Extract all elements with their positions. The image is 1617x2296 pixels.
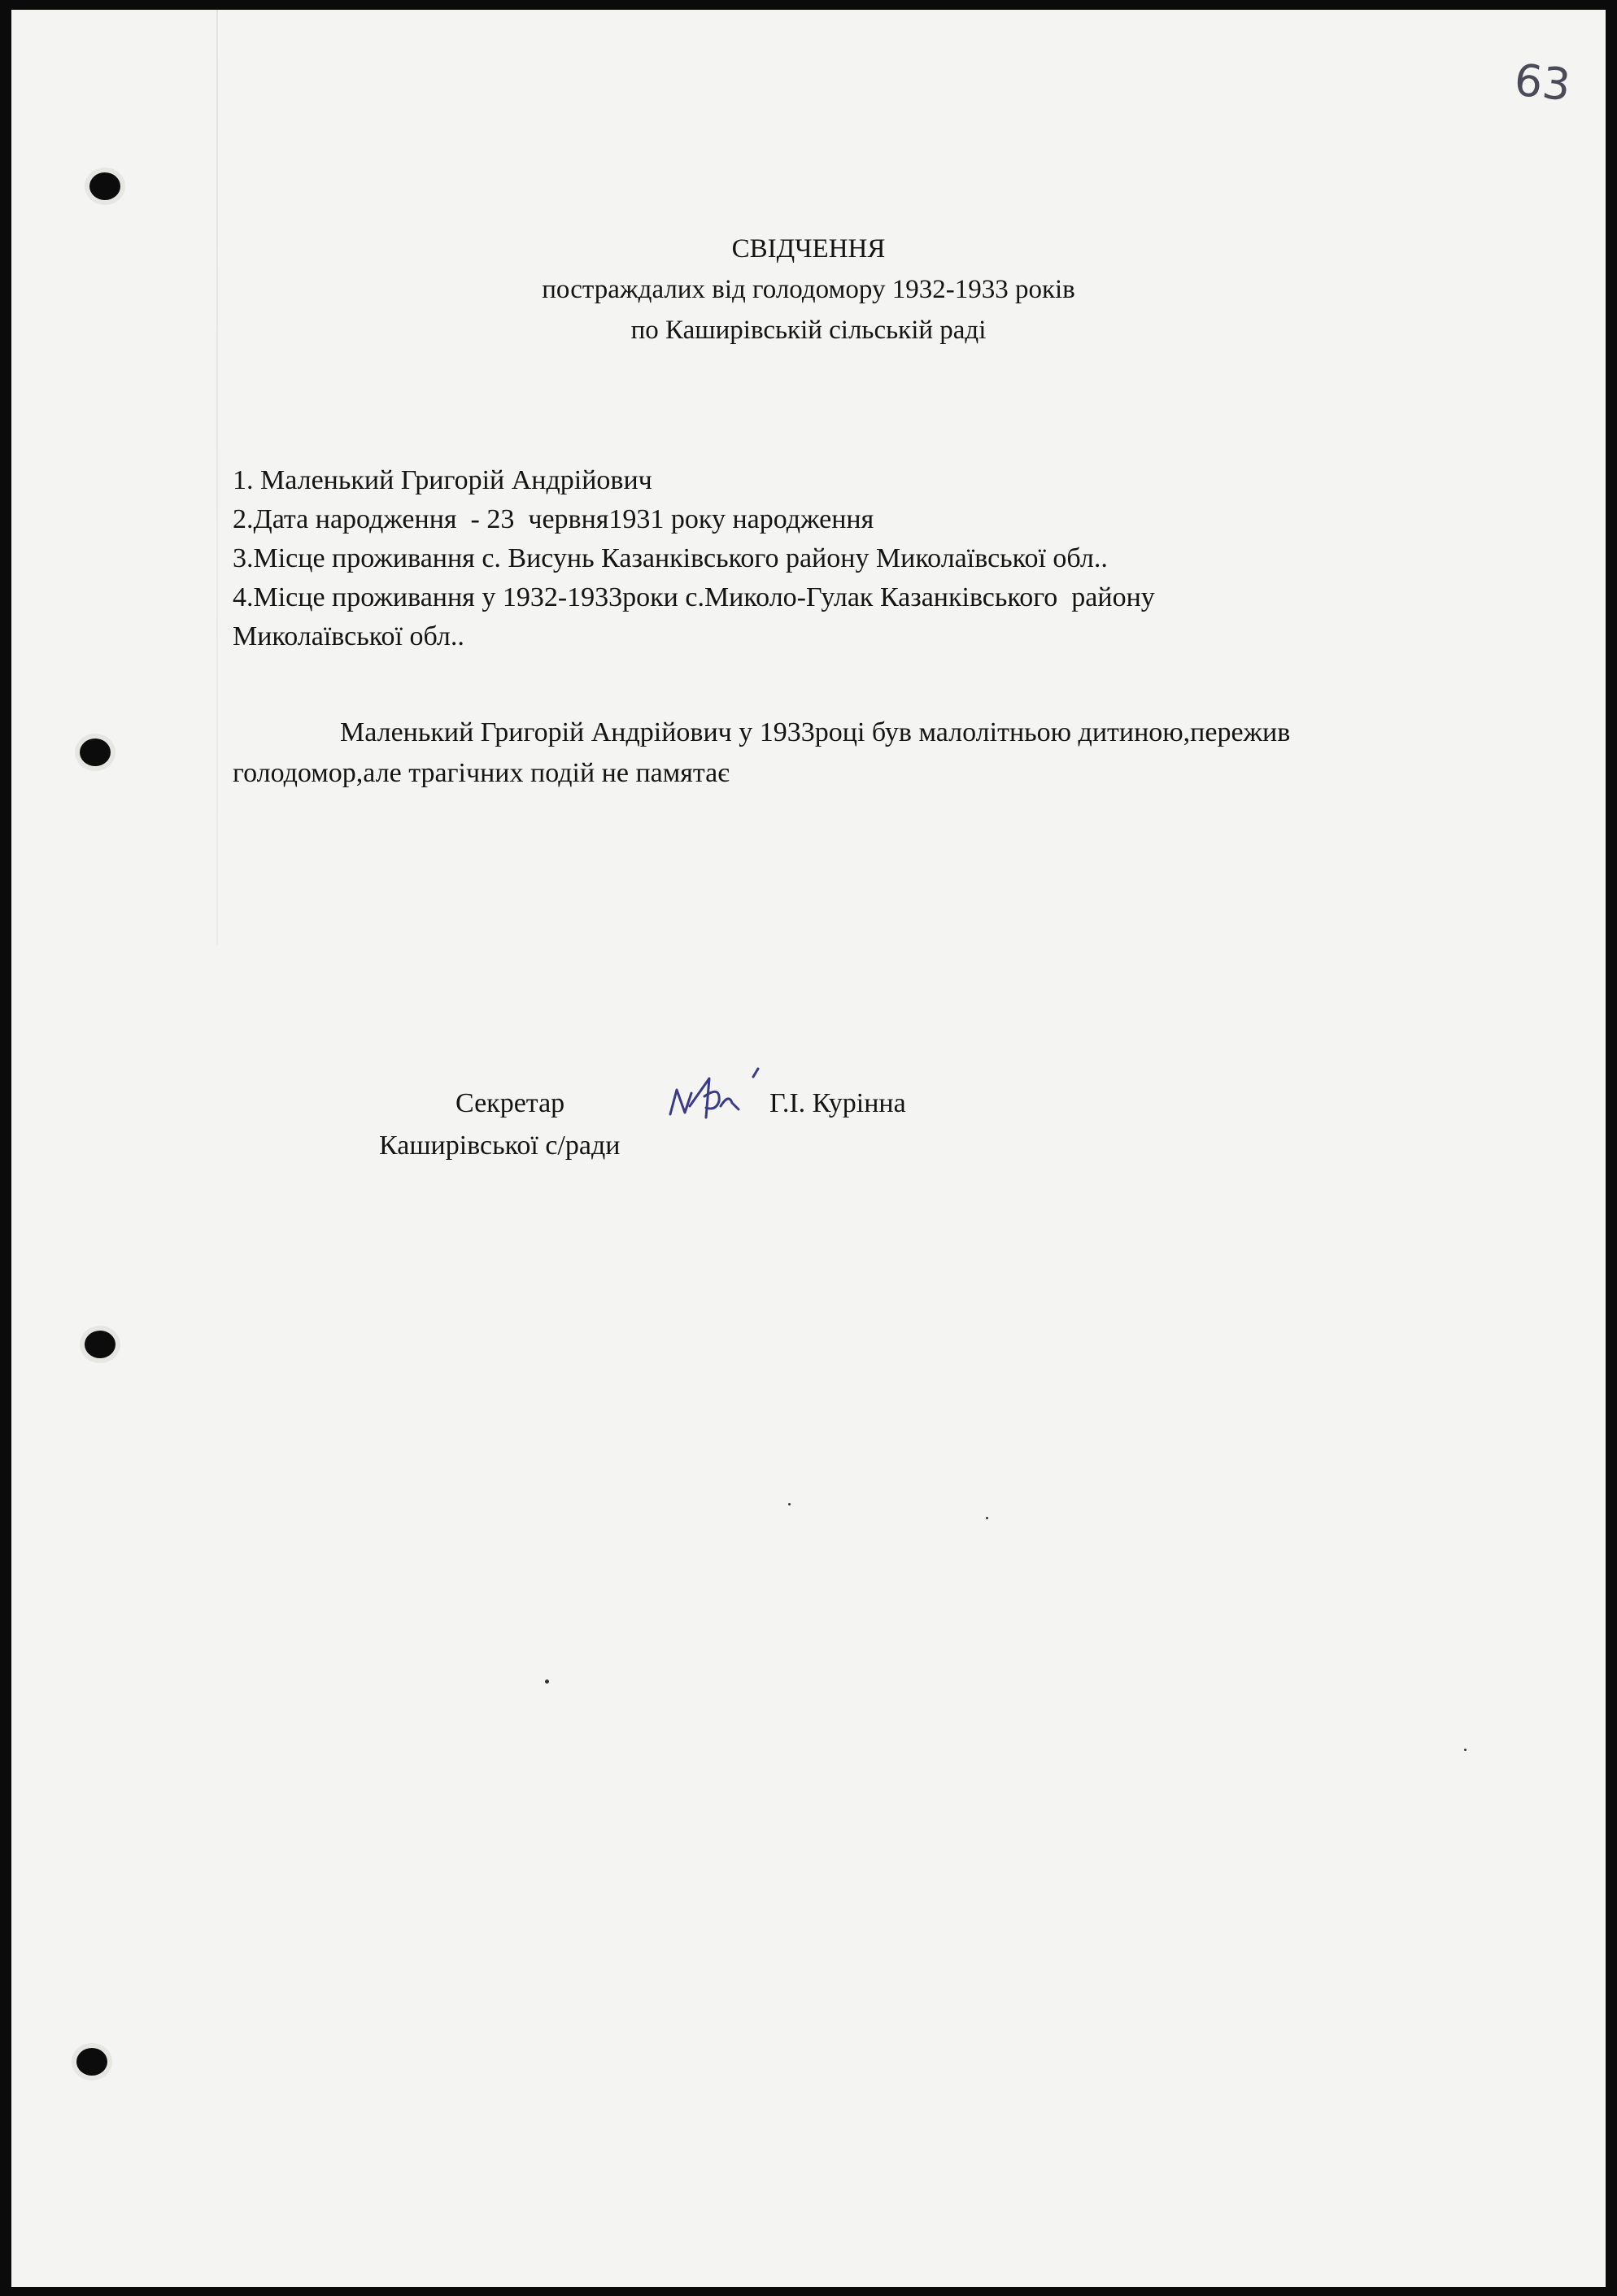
testimony-text-cont: голодомор,але трагічних подій не памятає — [233, 758, 730, 788]
punch-hole — [85, 1331, 116, 1358]
detail-residence: 3.Місце проживання с. Висунь Казанківського району Миколаївської обл.. — [233, 543, 1108, 573]
archive-page-number: 63 — [1511, 54, 1573, 111]
punch-hole — [89, 172, 120, 200]
punch-hole — [76, 2048, 107, 2076]
signatory-name: Г.І. Курінна — [769, 1088, 906, 1118]
document-title: СВІДЧЕННЯ — [731, 234, 886, 264]
paper-speck — [788, 1503, 791, 1505]
paper-speck — [545, 1680, 549, 1684]
handwritten-signature — [662, 1061, 792, 1134]
detail-residence-1932-cont: Миколаївської обл.. — [233, 621, 464, 651]
detail-name: 1. Маленький Григорій Андрійович — [233, 465, 652, 495]
detail-residence-1932: 4.Місце проживання у 1932-1933роки с.Миколо-Гулак Казанківського району — [233, 582, 1155, 612]
document-page — [11, 10, 1606, 2287]
document-subtitle-council: по Каширівській сільській раді — [630, 316, 987, 345]
punch-hole — [80, 738, 111, 766]
testimony-text: Маленький Григорій Андрійович у 1933році був малолітньою дитиною,пережив — [340, 717, 1291, 747]
document-subtitle: постраждалих від голодомору 1932-1933 років — [542, 275, 1075, 304]
signatory-council: Каширівської с/ради — [379, 1131, 621, 1161]
signatory-position: Секретар — [455, 1088, 565, 1118]
paper-speck — [986, 1517, 988, 1519]
paper-speck — [1464, 1749, 1467, 1751]
page-crease — [216, 10, 218, 945]
detail-birth-date: 2.Дата народження - 23 червня1931 року народження — [233, 504, 874, 534]
